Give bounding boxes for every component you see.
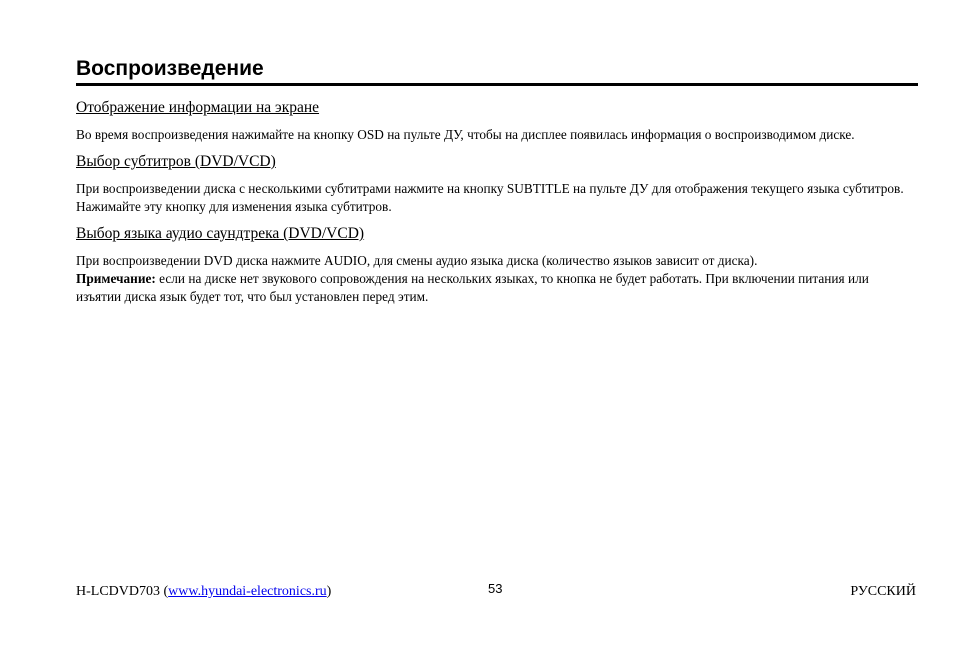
title-divider: [76, 83, 918, 86]
section-heading: Выбор субтитров (DVD/VCD): [76, 153, 276, 170]
website-link[interactable]: www.hyundai-electronics.ru: [168, 584, 327, 599]
note-label: Примечание:: [76, 271, 156, 286]
section-paragraph: При воспроизведении DVD диска нажмите AUDIO, для смены аудио языка диска (количество языков зависит от диска).: [76, 253, 758, 268]
section-heading: Выбор языка аудио саундтрека (DVD/VCD): [76, 225, 365, 242]
note-paragraph: [76, 270, 916, 306]
section-paragraph: Нажимайте эту кнопку для изменения языка субтитров.: [76, 199, 392, 214]
section-osd-info: [76, 98, 916, 144]
document-body: [76, 98, 916, 314]
section-subtitles: [76, 152, 916, 216]
section-paragraph: Во время воспроизведения нажимайте на кнопку OSD на пульте ДУ, чтобы на дисплее появилась информация о воспроизводимом диске.: [76, 127, 855, 142]
page-number: 53: [488, 581, 503, 596]
footer-language: РУССКИЙ: [850, 584, 916, 599]
footer-model: [76, 583, 331, 601]
footer-model-close: ): [326, 584, 332, 599]
section-audio-language: [76, 224, 916, 306]
page-title: Воспроизведение: [76, 57, 264, 80]
section-heading: Отображение информации на экране: [76, 99, 320, 116]
footer-model-text: H-LCDVD703 (: [76, 584, 169, 599]
section-paragraph: При воспроизведении диска с несколькими субтитрами нажмите на кнопку SUBTITLE на пульте ДУ для отображения текущего языка субтитров.: [76, 181, 904, 196]
note-text: если на диске нет звукового сопровождения на нескольких языках, то кнопка не будет работать. При включении питания или изъятии диска язык будет тот, что был установлен перед этим.: [76, 271, 869, 304]
